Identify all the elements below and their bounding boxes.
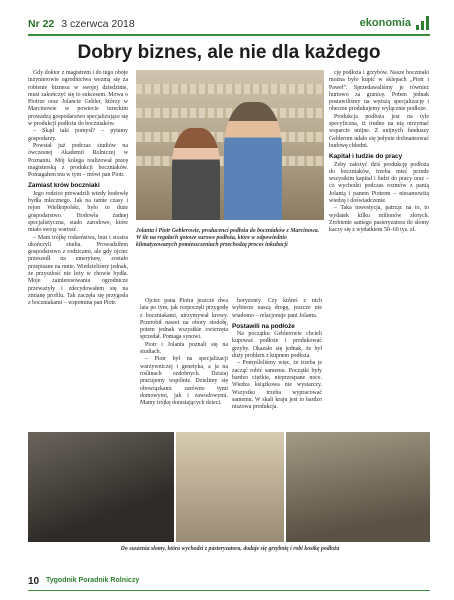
- paragraph: Żeby założyć dziś produkcję podłoża do boczniaków, trzeba mieć przede wszystkim kapitał i ludzi do pracy oraz – co wychodzi podczas rozmów z panią Jolantą i panem Piotrem – niesamowitą wiedzę i doświadczenie.: [329, 161, 429, 205]
- page-footer: [28, 576, 430, 590]
- text-column-2: [140, 298, 228, 407]
- page-header: [28, 14, 430, 36]
- subheading: Postawili na podłoże: [232, 322, 295, 330]
- issue-number: Nr 22: [28, 18, 55, 30]
- paragraph: horyzonty. Czy któreś z nich wybierze naszą drogę, jeszcze nie wiadomo – relacjonuje pani Jolanta.: [232, 298, 322, 319]
- paragraph: Powstał już podczas studiów na ówczesnej Akademii Rolniczej w Poznaniu. Mój kolega realizował pracę magisterską z produkcji boczniaków. Pomagałem mu w tym – mówi pan Piotr.: [28, 142, 128, 179]
- paragraph: – Piotr był na specjalizacji warzywniczej i genetyka, a ja na roślinach ozdobnych. Dzisiaj pracujemy wspólnie. Dzielimy się obowiązkami zarówno tymi domowymi, jak i zawodowymi. Mamy trójkę dorastających dzieci.: [140, 356, 228, 407]
- photo-straw-processing: [28, 432, 174, 542]
- paragraph: Jego rodzice prowadzili wtedy hodowlę bydła mlecznego. Jak na tamte czasy i rejon Wielkopolski, było to duże gospodarstwo. Hodowla żadnej specjalistyczna, stado zarodowe, które miało swoją wartość.: [28, 190, 128, 234]
- subheading: Zamiast krów boczniaki: [28, 182, 100, 190]
- page-number: 10: [28, 576, 40, 587]
- paragraph: – Skąd taki pomysł? – pytamy gospodarzy.: [28, 128, 128, 142]
- paragraph: Ojciec pana Piotra jeszcze dwa lata po tym, jak rozpoczęli przygodę z boczniakami, utrzymywał krowy. Przerobił nawet na obory stodołę, potem jednak wszystkie zwierzęta sprzedał. Pomaga synowi.: [140, 298, 228, 341]
- text-column-1: [28, 70, 128, 308]
- footer-divider: [28, 590, 430, 591]
- man-figure: [224, 102, 282, 220]
- paragraph: Gdy doktor z magistrem i do tego oboje inżynierowie ogrodnictwa wezmą się za robienie biznesu w swojej dziedzinie, musi zakończyć się to sukcesem. Mowa o Piotrze oraz Jolancie Gebler, którzy w Marcinowie w powiecie tureckim prowadzą gospodarstwo specjalizujące się w produkcji podłoża do boczniaków.: [28, 70, 128, 128]
- issue-date: 3 czerwca 2018: [61, 18, 135, 30]
- woman-figure: [172, 128, 220, 220]
- photo-worker-with-bags: [176, 432, 284, 542]
- publication-brand: Tygodnik Poradnik Rolniczy: [46, 577, 140, 584]
- photo-substrate-bags: [286, 432, 430, 542]
- issue-info: [28, 18, 135, 30]
- article-headline: Dobry biznes, ale nie dla każdego: [77, 42, 381, 63]
- paragraph: – Taka inwestycja, patrząc na to, to wydatek kilku milionów złotych. Zrobienie samego pasteryzatora do słomy kaczy się z wydatkiem 50–60 tys. zł.: [329, 205, 429, 234]
- paragraph: Produkcja podłoża jest na tyle specyficzna, iż trudno na nią otrzymać wsparcie unijne. Z unijnych funduszy Geblerom udało się jedynie dofinansować budowę chłodni.: [329, 113, 429, 149]
- main-photo-caption: Jolanta i Piotr Geblerowie, producenci podłoża do boczniaków z Marcinowa. W tle na regałach gotowe surowe podłoża, które w odpowiednio klimatyzowanych pomieszczeniach przechodzą proces inkubacji: [136, 228, 320, 248]
- header-divider: [28, 34, 430, 36]
- paragraph: – Pomyśleliśmy więc, że trzeba je zacząć robić samemu. Początki były bardzo ciężkie, nieprzespane noce. Wiedza książkowa nie wystarczy. Wszystko trzeba wypracować samemu. W skali kraju jest to bardzo niszowa produkcja.: [232, 360, 322, 411]
- subheading: Kapitał i ludzie do pracy: [329, 153, 403, 161]
- paragraph: cję podłoża i grzybów. Nasze boczniaki można było kupić w sklepach „Piotr i Paweł”. Sprzedawaliśmy je również hurtowo za granicę. Potem jednak postawiliśmy na węższą specjalizację i obecnie produkujemy wyłącznie podłoże.: [329, 70, 429, 113]
- bottom-photos-caption: Do suszenia słomy, która wychodzi z pasteryzatora, dodaje się grzybnię i robi kostkę podłoża: [120, 546, 340, 552]
- paragraph: Piotr i Jolanta poznali się na studiach.: [140, 341, 228, 356]
- paragraph: Na początku Geblerowie chcieli kupować podłoże i produkować grzyby. Okazało się jednak, że był duży problem z kupnem podłoża.: [232, 331, 322, 360]
- text-column-3: [232, 298, 322, 411]
- paragraph: – Mam trójkę rodzeństwa, brat i siostra ukończyli studia. Prowadziłem gospodarstwo z rodzicami, ale gdy ojciec przeszedł na emeryturę, zostało przepisane na mnie. Wiedzieliśmy jednak, że przyszłość nie leży w chowie bydła. Moje zainteresowania ogrodnicze przeważyły i zdecydowałem się na zmianę profilu. Tak zaczęła się przygoda z boczniakami – wspomina pan Piotr.: [28, 234, 128, 307]
- bar-chart-icon: [416, 16, 430, 30]
- section-badge: [360, 16, 430, 30]
- main-photo-owners-in-warehouse: [136, 70, 324, 220]
- section-name: ekonomia: [359, 17, 411, 29]
- text-column-4: [329, 70, 429, 235]
